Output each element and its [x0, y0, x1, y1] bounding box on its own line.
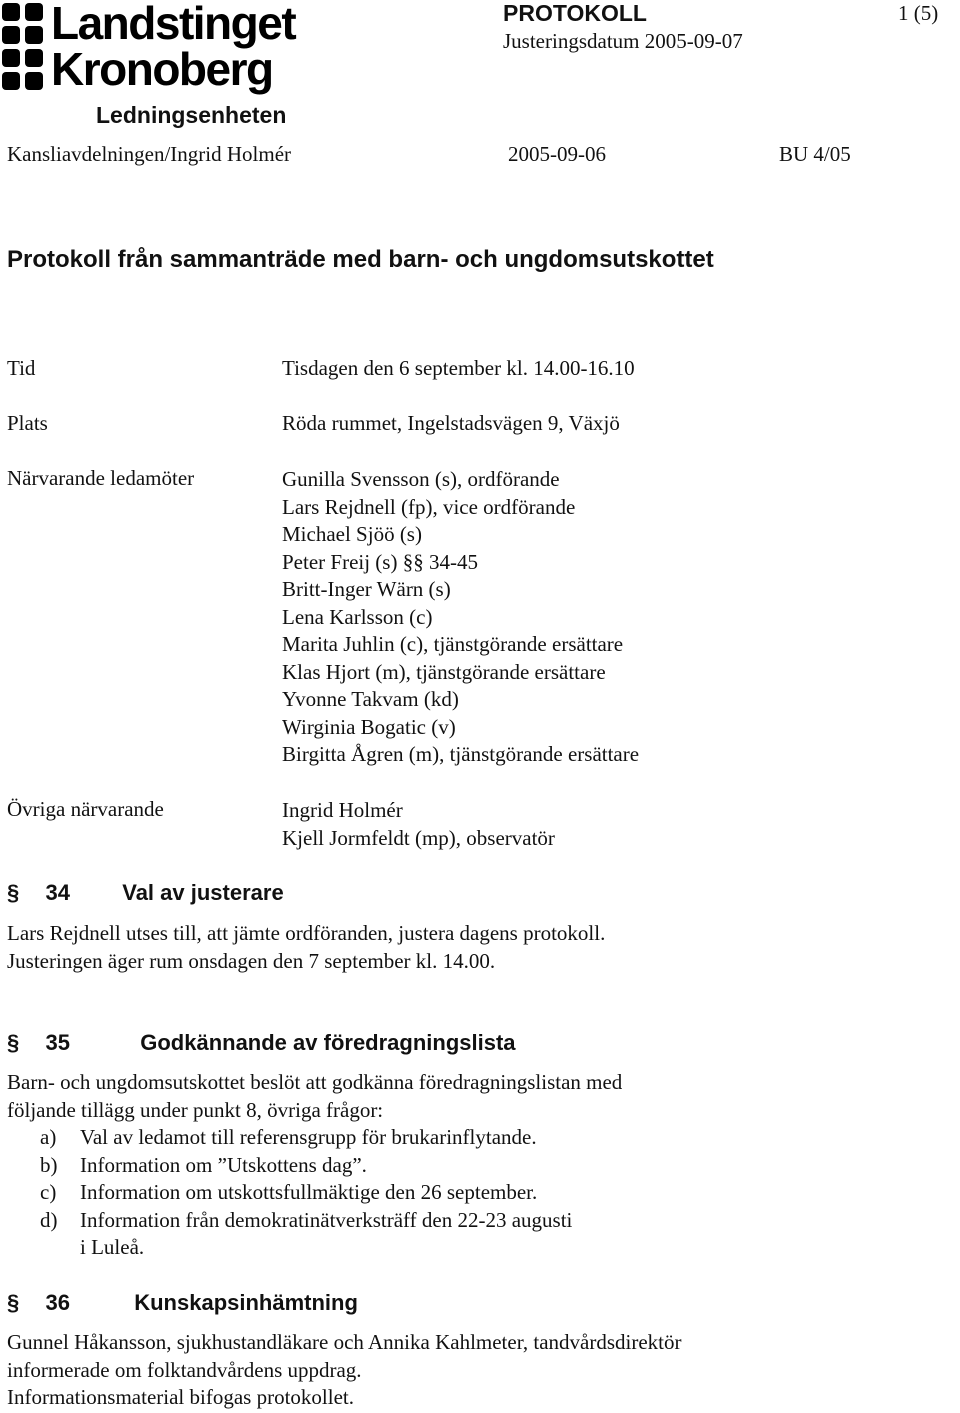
tid-label: Tid	[7, 356, 36, 380]
section-34-body	[7, 920, 605, 975]
list-item: Peter Freij (s) §§ 34-45	[282, 549, 478, 574]
section-mark: §	[7, 880, 20, 905]
section-number: 34	[45, 880, 70, 905]
list-item: Yvonne Takvam (kd)	[282, 687, 459, 711]
section-36-heading	[7, 1290, 358, 1316]
logo-word-kronoberg: Kronoberg	[51, 43, 273, 95]
section-35-heading	[7, 1030, 516, 1056]
logo-squares-bottom	[2, 49, 43, 90]
list-item: Lars Rejdnell (fp), vice ordförande	[282, 494, 576, 519]
list-item	[40, 1124, 572, 1152]
list-item: Britt-Inger Wärn (s)	[282, 577, 451, 601]
list-marker: c)	[40, 1180, 57, 1204]
unit-name: Ledningsenheten	[96, 102, 287, 128]
list-text: Information från demokratinätverksträff den 22-23 augusti	[80, 1207, 573, 1232]
list-item	[40, 1234, 572, 1262]
tid-value: Tisdagen den 6 september kl. 14.00-16.10	[282, 356, 635, 380]
section-title: Val av justerare	[122, 880, 284, 905]
plats-value: Röda rummet, Ingelstadsvägen 9, Växjö	[282, 411, 620, 435]
section-mark: §	[7, 1290, 20, 1315]
others-list	[282, 797, 555, 852]
others-label: Övriga närvarande	[7, 797, 164, 821]
list-marker: a)	[40, 1125, 57, 1149]
paragraph-line: Justeringen äger rum onsdagen den 7 september kl. 14.00.	[7, 948, 496, 973]
justeringsdatum: Justeringsdatum 2005-09-07	[503, 29, 743, 53]
members-list	[282, 466, 639, 769]
section-title: Godkännande av föredragningslista	[140, 1030, 516, 1055]
paragraph-line: Barn- och ungdomsutskottet beslöt att godkänna föredragningslistan med	[7, 1070, 623, 1094]
list-text: Information om utskottsfullmäktige den 26 september.	[80, 1180, 538, 1204]
list-item: Marita Juhlin (c), tjänstgörande ersättare	[282, 632, 624, 656]
document-ref: BU 4/05	[779, 142, 851, 166]
list-item: Michael Sjöö (s)	[282, 522, 422, 546]
logo-word-landstinget: Landstinget	[51, 0, 296, 49]
section-35-list	[40, 1124, 572, 1262]
list-item: Lena Karlsson (c)	[282, 604, 433, 629]
list-text: i Luleå.	[80, 1235, 145, 1259]
members-label: Närvarande ledamöter	[7, 466, 195, 490]
list-item: Klas Hjort (m), tjänstgörande ersättare	[282, 659, 606, 684]
section-36-body	[7, 1329, 681, 1412]
paragraph-line: Lars Rejdnell utses till, att jämte ordföranden, justera dagens protokoll.	[7, 921, 606, 945]
list-item: Ingrid Holmér	[282, 798, 403, 822]
paragraph-line: Informationsmaterial bifogas protokollet.	[7, 1385, 354, 1409]
list-item: Kjell Jormfeldt (mp), observatör	[282, 825, 555, 850]
paragraph-line: följande tillägg under punkt 8, övriga frågor:	[7, 1097, 384, 1122]
logo-squares-top	[2, 3, 43, 44]
plats-label: Plats	[7, 411, 48, 435]
section-title: Kunskapsinhämtning	[134, 1290, 358, 1315]
list-marker	[40, 1234, 80, 1262]
list-item: Birgitta Ågren (m), tjänstgörande ersättare	[282, 742, 640, 766]
list-item	[40, 1152, 572, 1180]
section-mark: §	[7, 1030, 20, 1055]
list-marker: b)	[40, 1152, 58, 1177]
section-35-body	[7, 1069, 622, 1124]
doc-type: PROTOKOLL	[503, 0, 647, 26]
document-date: 2005-09-06	[508, 142, 606, 166]
list-text: Val av ledamot till referensgrupp för brukarinflytande.	[80, 1125, 537, 1149]
page-title: Protokoll från sammanträde med barn- och ungdomsutskottet	[7, 246, 714, 273]
section-number: 35	[45, 1030, 70, 1055]
list-marker: d)	[40, 1207, 58, 1232]
page-number: 1 (5)	[898, 1, 939, 25]
logo	[2, 0, 358, 96]
list-text: Information om ”Utskottens dag”.	[80, 1152, 367, 1177]
list-item	[40, 1207, 572, 1235]
sender: Kansliavdelningen/Ingrid Holmér	[7, 142, 292, 166]
list-item: Wirginia Bogatic (v)	[282, 714, 456, 739]
list-item: Gunilla Svensson (s), ordförande	[282, 467, 560, 491]
list-item	[40, 1179, 572, 1207]
section-34-heading	[7, 880, 284, 906]
paragraph-line: informerade om folktandvårdens uppdrag.	[7, 1357, 362, 1382]
paragraph-line: Gunnel Håkansson, sjukhustandläkare och Annika Kahlmeter, tandvårdsdirektör	[7, 1330, 682, 1354]
section-number: 36	[45, 1290, 70, 1315]
